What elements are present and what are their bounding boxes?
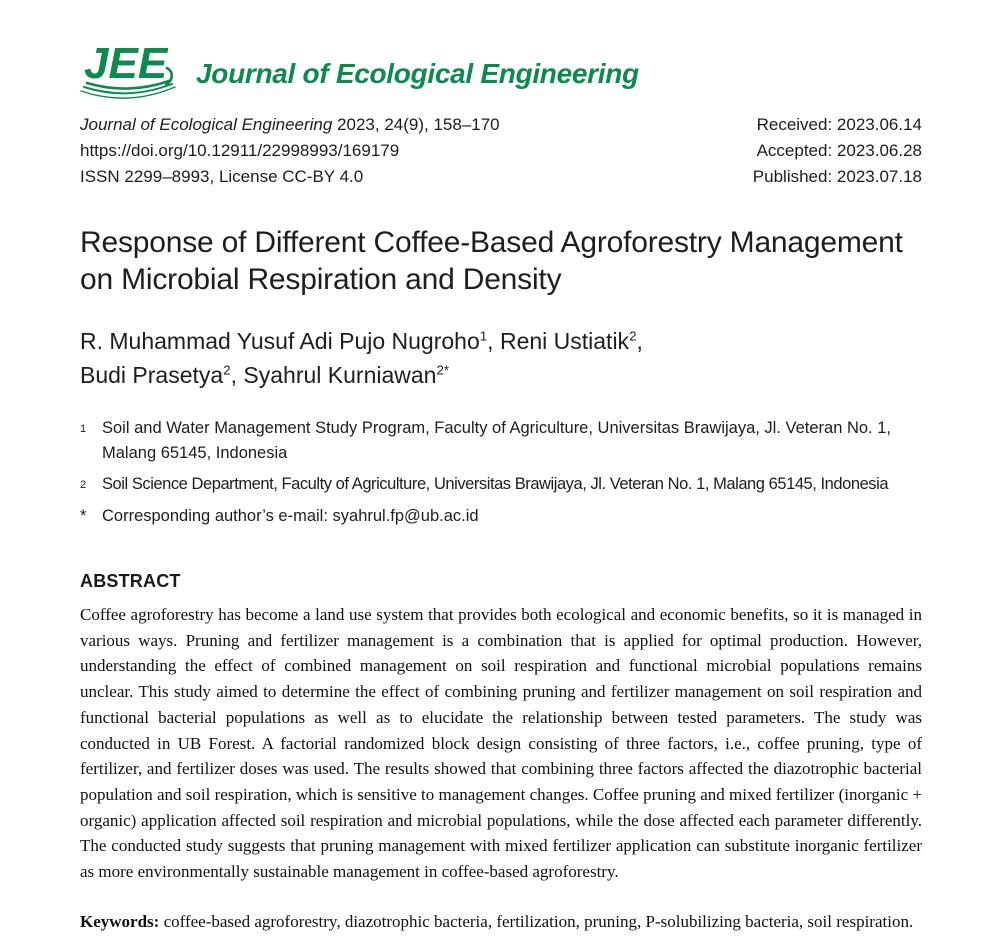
received-date: Received: 2023.06.14 <box>756 115 922 134</box>
author-superscript: 2 <box>629 328 637 344</box>
accepted-date: Accepted: 2023.06.28 <box>756 141 922 160</box>
abstract-section <box>80 571 922 885</box>
keywords-section <box>80 909 922 935</box>
article-title-line-2: on Microbial Respiration and Density <box>80 263 562 296</box>
issn-license: ISSN 2299–8993, License CC-BY 4.0 <box>80 167 364 186</box>
author-list <box>80 324 922 392</box>
citation-issue-info: 2023, 24(9), 158–170 <box>332 115 500 134</box>
affiliation-item <box>80 504 922 529</box>
affiliation-marker: 1 <box>80 423 87 435</box>
author-superscript: 2 <box>223 362 231 378</box>
affiliation-text: Soil Science Department, Faculty of Agriculture, Universitas Brawijaya, Jl. Veteran No. 1, Malang 65145, Indonesia <box>102 475 889 493</box>
doi-link[interactable]: https://doi.org/10.12911/22998993/169179 <box>80 141 400 160</box>
published-date: Published: 2023.07.18 <box>752 167 922 186</box>
author-superscript: 2* <box>436 362 450 378</box>
article-meta <box>80 112 922 190</box>
abstract-body: Coffee agroforestry has become a land use system that provides both ecological and economic benefits, so it is managed in various ways. Pruning and fertilizer management is a combination that is applied for optimal production. However, understanding the effect of combined management on soil respiration and functional microbial populations remains unclear. This study aimed to determine the effect of combining pruning and fertilizer management on soil respiration and functional bacterial populations as well as to elucidate the relationship between tested parameters. The study was conducted in UB Forest. A factorial randomized block design consisting of three factors, i.e., coffee pruning, type of fertilizer, and fertilizer doses was used. The results showed that combining three factors affected the diazotrophic bacterial population and soil respiration, which is sensitive to management changes. Coffee pruning and mixed fertilizer (inorganic + organic) application affected soil respiration and microbial populations, while the dose affected each parameter differently. The conducted study suggests that pruning management with mixed fertilizer application can substitute inorganic fertilizer as more environmentally sustainable management in coffee-based agroforestry. <box>80 605 922 882</box>
journal-name: Journal of Ecological Engineering <box>196 58 639 89</box>
abstract-heading: ABSTRACT <box>80 571 181 591</box>
keywords-label: Keywords: <box>80 911 160 931</box>
affiliation-text: Corresponding author’s e-mail: syahrul.fp@ub.ac.id <box>102 507 479 525</box>
journal-header <box>80 36 922 102</box>
author-superscript: 1 <box>479 328 488 344</box>
dates-block <box>753 112 922 190</box>
jee-logo-icon <box>80 36 182 102</box>
affiliation-text: Soil and Water Management Study Program, Faculty of Agriculture, Universitas Brawijaya, Jl. Veteran No. 1, Malang 65145, Indonesia <box>102 419 891 462</box>
citation-journal-name: Journal of Ecological Engineering <box>80 115 333 134</box>
jee-logo-text: JEE <box>84 39 168 88</box>
affiliation-item <box>80 416 922 466</box>
affiliation-marker: * <box>80 507 87 525</box>
keywords-text: coffee-based agroforestry, diazotrophic bacteria, fertilization, pruning, P-solubilizing bacteria, soil respiration. <box>159 911 914 931</box>
affiliation-list <box>80 416 922 529</box>
author-line-1: R. Muhammad Yusuf Adi Pujo Nugroho$^1$, Reni Ustiatik$^2$, <box>80 328 643 354</box>
email-link[interactable]: syahrul.fp@ub.ac.id <box>332 507 479 525</box>
article-title <box>80 224 922 298</box>
citation-block <box>80 112 500 190</box>
author-line-2: Budi Prasetya$^2$, Syahrul Kurniawan$^{2*}$ <box>80 362 450 388</box>
citation-line <box>80 112 500 138</box>
article-title-line-1: Response of Different Coffee-Based Agroforestry Management <box>80 226 903 259</box>
affiliation-marker: 2 <box>80 479 87 491</box>
affiliation-item <box>80 472 922 498</box>
